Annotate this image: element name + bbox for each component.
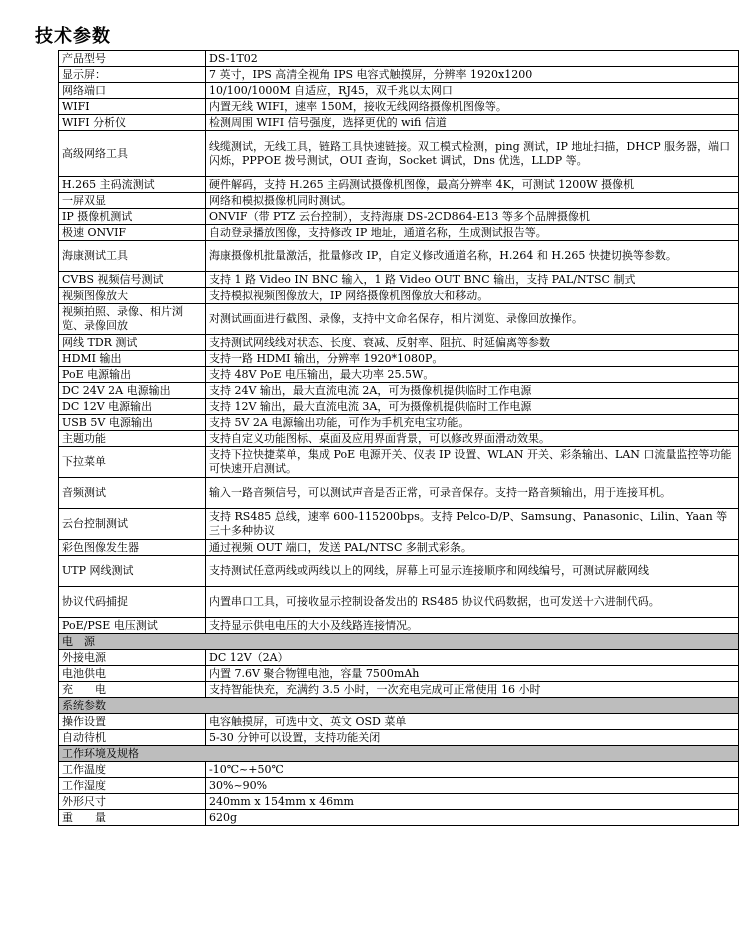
spec-value: 7 英寸，IPS 高清全视角 IPS 电容式触摸屏，分辨率 1920x1200 xyxy=(206,67,739,83)
spec-row xyxy=(59,762,739,778)
spec-label: 操作设置 xyxy=(59,714,206,730)
spec-value: 海康摄像机批量激活，批量修改 IP，自定义修改通道名称，H.264 和 H.265 快捷切换等参数。 xyxy=(206,241,739,272)
spec-label: DC 24V 2A 电源输出 xyxy=(59,383,206,399)
spec-row xyxy=(59,650,739,666)
spec-row xyxy=(59,714,739,730)
spec-value: 内置无线 WIFI，速率 150M，接收无线网络摄像机图像等。 xyxy=(206,99,739,115)
spec-value: 内置串口工具，可接收显示控制设备发出的 RS485 协议代码数据，也可发送十六进制代码。 xyxy=(206,587,739,618)
spec-row xyxy=(59,730,739,746)
spec-row xyxy=(59,399,739,415)
spec-row xyxy=(59,351,739,367)
spec-value: 支持 48V PoE 电压输出，最大功率 25.5W。 xyxy=(206,367,739,383)
spec-value: 内置 7.6V 聚合物锂电池，容量 7500mAh xyxy=(206,666,739,682)
spec-value: 自动登录播放图像，支持修改 IP 地址，通道名称，生成测试报告等。 xyxy=(206,225,739,241)
section-header-row xyxy=(59,746,739,762)
spec-value: 支持 12V 输出，最大直流电流 3A，可为摄像机提供临时工作电源 xyxy=(206,399,739,415)
spec-value: 网络和模拟摄像机同时测试。 xyxy=(206,193,739,209)
spec-value: 支持自定义功能图标、桌面及应用界面背景，可以修改界面滑动效果。 xyxy=(206,431,739,447)
spec-table-body xyxy=(59,51,739,826)
spec-row xyxy=(59,67,739,83)
spec-row xyxy=(59,193,739,209)
spec-value: 线缆测试，无线工具，链路工具快速链接。双工模式检测，ping 测试，IP 地址扫描，DHCP 服务器，端口闪烁，PPPOE 拨号测试，OUI 查询，Socket 调试，Dns 优选，LLDP 等。 xyxy=(206,131,739,177)
section-header-row xyxy=(59,634,739,650)
spec-label: 海康测试工具 xyxy=(59,241,206,272)
spec-value: 电容触摸屏，可选中文、英文 OSD 菜单 xyxy=(206,714,739,730)
spec-value: 输入一路音频信号，可以测试声音是否正常，可录音保存。支持一路音频输出，用于连接耳机。 xyxy=(206,478,739,509)
spec-value: 支持下拉快捷菜单，集成 PoE 电源开关、仪表 IP 设置、WLAN 开关、彩条输出、LAN 口流量监控等功能可快速开启测试。 xyxy=(206,447,739,478)
spec-row xyxy=(59,415,739,431)
spec-row xyxy=(59,288,739,304)
section-header-row xyxy=(59,698,739,714)
spec-value: 支持测试网线线对状态、长度、衰减、反射率、阻抗、时延偏离等参数 xyxy=(206,335,739,351)
spec-label: 主题功能 xyxy=(59,431,206,447)
spec-row xyxy=(59,225,739,241)
spec-row xyxy=(59,367,739,383)
spec-label: 自动待机 xyxy=(59,730,206,746)
spec-row xyxy=(59,177,739,193)
spec-label: 网线 TDR 测试 xyxy=(59,335,206,351)
spec-table xyxy=(58,50,739,826)
spec-value: 对测试画面进行截图、录像，支持中文命名保存，相片浏览、录像回放操作。 xyxy=(206,304,739,335)
spec-value: 支持 1 路 Video IN BNC 输入，1 路 Video OUT BNC 输出，支持 PAL/NTSC 制式 xyxy=(206,272,739,288)
spec-row xyxy=(59,304,739,335)
spec-value: 支持显示供电电压的大小及线路连接情况。 xyxy=(206,618,739,634)
spec-value: 支持模拟视频图像放大，IP 网络摄像机图像放大和移动。 xyxy=(206,288,739,304)
spec-row xyxy=(59,794,739,810)
spec-row xyxy=(59,556,739,587)
spec-row xyxy=(59,540,739,556)
spec-value: 支持 24V 输出，最大直流电流 2A，可为摄像机提供临时工作电源 xyxy=(206,383,739,399)
spec-value: 620g xyxy=(206,810,739,826)
spec-row xyxy=(59,666,739,682)
spec-row xyxy=(59,509,739,540)
spec-value: DS-1T02 xyxy=(206,51,739,67)
spec-label: 网络端口 xyxy=(59,83,206,99)
spec-label: UTP 网线测试 xyxy=(59,556,206,587)
spec-label: 工作湿度 xyxy=(59,778,206,794)
spec-value: 10/100/1000M 自适应，RJ45，双千兆以太网口 xyxy=(206,83,739,99)
spec-label: 重 量 xyxy=(59,810,206,826)
spec-row xyxy=(59,618,739,634)
spec-row xyxy=(59,115,739,131)
spec-row xyxy=(59,51,739,67)
spec-row xyxy=(59,587,739,618)
spec-label: 彩色图像发生器 xyxy=(59,540,206,556)
spec-value: 支持一路 HDMI 输出，分辨率 1920*1080P。 xyxy=(206,351,739,367)
spec-row xyxy=(59,335,739,351)
spec-value: 硬件解码，支持 H.265 主码测试摄像机图像，最高分辨率 4K，可测试 1200W 摄像机 xyxy=(206,177,739,193)
spec-label: 音频测试 xyxy=(59,478,206,509)
spec-value: 支持 5V 2A 电源输出功能，可作为手机充电宝功能。 xyxy=(206,415,739,431)
spec-label: H.265 主码流测试 xyxy=(59,177,206,193)
spec-label: PoE/PSE 电压测试 xyxy=(59,618,206,634)
spec-label: 充 电 xyxy=(59,682,206,698)
spec-row xyxy=(59,478,739,509)
section-title: 系统参数 xyxy=(59,698,739,714)
spec-value: 支持智能快充，充满约 3.5 小时，一次充电完成可正常使用 16 小时 xyxy=(206,682,739,698)
spec-row xyxy=(59,447,739,478)
spec-label: 高级网络工具 xyxy=(59,131,206,177)
spec-label: DC 12V 电源输出 xyxy=(59,399,206,415)
spec-value: 支持测试任意两线或两线以上的网线，屏幕上可显示连接顺序和网线编号，可测试屏蔽网线 xyxy=(206,556,739,587)
spec-label: WIFI xyxy=(59,99,206,115)
section-title: 电 源 xyxy=(59,634,739,650)
spec-label: 产品型号 xyxy=(59,51,206,67)
spec-label: 云台控制测试 xyxy=(59,509,206,540)
spec-row xyxy=(59,131,739,177)
spec-row xyxy=(59,99,739,115)
spec-label: HDMI 输出 xyxy=(59,351,206,367)
spec-label: 视频图像放大 xyxy=(59,288,206,304)
spec-label: IP 摄像机测试 xyxy=(59,209,206,225)
spec-value: ONVIF（带 PTZ 云台控制），支持海康 DS-2CD864-E13 等多个品牌摄像机 xyxy=(206,209,739,225)
spec-label: 外接电源 xyxy=(59,650,206,666)
spec-label: 一屏双显 xyxy=(59,193,206,209)
spec-label: 视频拍照、录像、相片浏览、录像回放 xyxy=(59,304,206,335)
spec-value: DC 12V（2A） xyxy=(206,650,739,666)
spec-label: 极速 ONVIF xyxy=(59,225,206,241)
spec-label: PoE 电源输出 xyxy=(59,367,206,383)
spec-label: 外形尺寸 xyxy=(59,794,206,810)
section-title: 工作环境及规格 xyxy=(59,746,739,762)
spec-row xyxy=(59,83,739,99)
spec-row xyxy=(59,431,739,447)
spec-row xyxy=(59,241,739,272)
spec-row xyxy=(59,810,739,826)
spec-row xyxy=(59,383,739,399)
spec-value: 5-30 分钟可以设置，支持功能关闭 xyxy=(206,730,739,746)
spec-row xyxy=(59,682,739,698)
spec-value: 30%~90% xyxy=(206,778,739,794)
spec-label: USB 5V 电源输出 xyxy=(59,415,206,431)
spec-value: 支持 RS485 总线，速率 600-115200bps。支持 Pelco-D/P、Samsung、Panasonic、Lilin、Yaan 等三十多种协议 xyxy=(206,509,739,540)
spec-value: 通过视频 OUT 端口，发送 PAL/NTSC 多制式彩条。 xyxy=(206,540,739,556)
spec-label: 协议代码捕捉 xyxy=(59,587,206,618)
spec-label: 电池供电 xyxy=(59,666,206,682)
spec-row xyxy=(59,778,739,794)
spec-label: 下拉菜单 xyxy=(59,447,206,478)
spec-value: 240mm x 154mm x 46mm xyxy=(206,794,739,810)
spec-label: 显示屏： xyxy=(59,67,206,83)
spec-row xyxy=(59,209,739,225)
spec-label: WIFI 分析仪 xyxy=(59,115,206,131)
spec-value: 检测周围 WIFI 信号强度，选择更优的 wifi 信道 xyxy=(206,115,739,131)
spec-label: CVBS 视频信号测试 xyxy=(59,272,206,288)
spec-value: -10℃~+50℃ xyxy=(206,762,739,778)
page-title: 技术参数 xyxy=(35,26,111,47)
spec-row xyxy=(59,272,739,288)
spec-label: 工作温度 xyxy=(59,762,206,778)
